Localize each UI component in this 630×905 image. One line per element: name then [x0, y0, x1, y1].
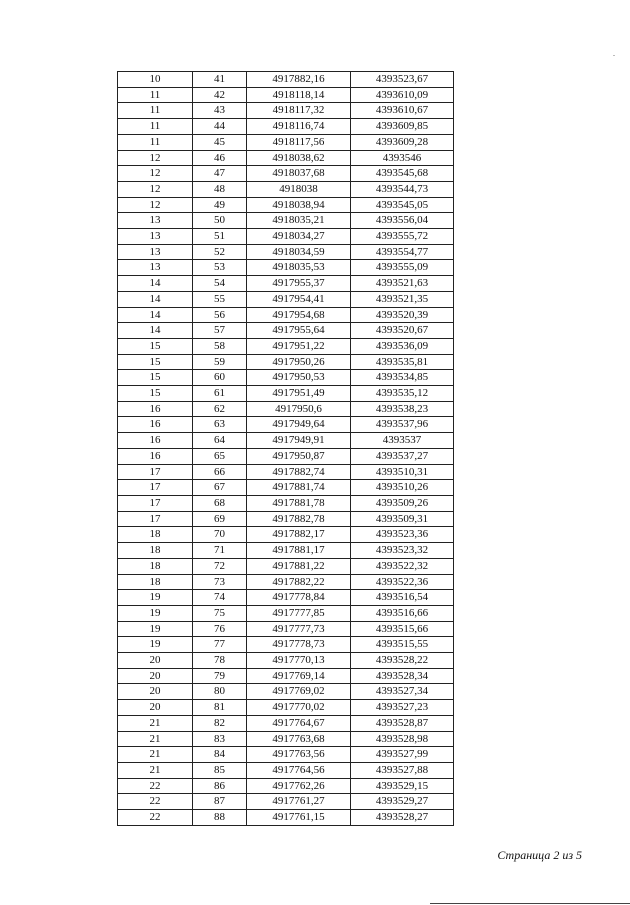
cell-point-number: 49	[193, 197, 247, 213]
cell-point-number: 87	[193, 794, 247, 810]
table-row	[118, 119, 454, 135]
cell-point-number: 62	[193, 401, 247, 417]
table-row	[118, 354, 454, 370]
table-row	[118, 323, 454, 339]
coordinates-table-body	[118, 72, 454, 826]
table-row	[118, 260, 454, 276]
cell-point-number: 44	[193, 119, 247, 135]
cell-parcel-number: 17	[118, 495, 193, 511]
cell-parcel-number: 18	[118, 558, 193, 574]
table-row	[118, 715, 454, 731]
cell-point-number: 81	[193, 700, 247, 716]
table-row	[118, 433, 454, 449]
table-row	[118, 731, 454, 747]
cell-y-coordinate: 4393523,67	[351, 72, 454, 88]
cell-parcel-number: 11	[118, 134, 193, 150]
cell-y-coordinate: 4393521,63	[351, 276, 454, 292]
cell-y-coordinate: 4393510,26	[351, 480, 454, 496]
cell-y-coordinate: 4393515,55	[351, 637, 454, 653]
cell-point-number: 70	[193, 527, 247, 543]
cell-parcel-number: 18	[118, 574, 193, 590]
cell-x-coordinate: 4917763,56	[247, 747, 351, 763]
cell-point-number: 56	[193, 307, 247, 323]
cell-parcel-number: 17	[118, 464, 193, 480]
bottom-rule	[430, 903, 630, 904]
cell-point-number: 54	[193, 276, 247, 292]
cell-y-coordinate: 4393523,32	[351, 543, 454, 559]
cell-y-coordinate: 4393538,23	[351, 401, 454, 417]
cell-x-coordinate: 4918034,59	[247, 244, 351, 260]
cell-x-coordinate: 4917950,26	[247, 354, 351, 370]
table-row	[118, 370, 454, 386]
table-row	[118, 72, 454, 88]
cell-x-coordinate: 4917955,64	[247, 323, 351, 339]
cell-x-coordinate: 4917950,87	[247, 448, 351, 464]
cell-y-coordinate: 4393529,27	[351, 794, 454, 810]
cell-y-coordinate: 4393521,35	[351, 291, 454, 307]
cell-x-coordinate: 4918035,53	[247, 260, 351, 276]
table-row	[118, 668, 454, 684]
cell-x-coordinate: 4917950,53	[247, 370, 351, 386]
cell-parcel-number: 15	[118, 338, 193, 354]
cell-parcel-number: 19	[118, 590, 193, 606]
cell-parcel-number: 20	[118, 700, 193, 716]
cell-y-coordinate: 4393523,36	[351, 527, 454, 543]
cell-point-number: 57	[193, 323, 247, 339]
cell-x-coordinate: 4917761,27	[247, 794, 351, 810]
cell-y-coordinate: 4393509,26	[351, 495, 454, 511]
cell-parcel-number: 21	[118, 715, 193, 731]
cell-x-coordinate: 4917882,22	[247, 574, 351, 590]
cell-x-coordinate: 4917955,37	[247, 276, 351, 292]
cell-x-coordinate: 4917777,73	[247, 621, 351, 637]
cell-x-coordinate: 4917954,68	[247, 307, 351, 323]
cell-parcel-number: 15	[118, 354, 193, 370]
cell-x-coordinate: 4917881,78	[247, 495, 351, 511]
table-row	[118, 87, 454, 103]
table-row	[118, 103, 454, 119]
cell-parcel-number: 20	[118, 668, 193, 684]
cell-parcel-number: 19	[118, 621, 193, 637]
cell-parcel-number: 12	[118, 166, 193, 182]
table-row	[118, 653, 454, 669]
cell-point-number: 76	[193, 621, 247, 637]
cell-x-coordinate: 4917882,74	[247, 464, 351, 480]
cell-x-coordinate: 4917949,91	[247, 433, 351, 449]
cell-y-coordinate: 4393546	[351, 150, 454, 166]
cell-parcel-number: 22	[118, 794, 193, 810]
cell-point-number: 51	[193, 229, 247, 245]
table-row	[118, 181, 454, 197]
cell-point-number: 75	[193, 605, 247, 621]
table-row	[118, 527, 454, 543]
cell-parcel-number: 16	[118, 433, 193, 449]
cell-y-coordinate: 4393610,09	[351, 87, 454, 103]
cell-x-coordinate: 4917778,84	[247, 590, 351, 606]
cell-point-number: 43	[193, 103, 247, 119]
cell-parcel-number: 11	[118, 87, 193, 103]
cell-parcel-number: 13	[118, 244, 193, 260]
table-row	[118, 637, 454, 653]
cell-point-number: 52	[193, 244, 247, 260]
table-row	[118, 338, 454, 354]
table-row	[118, 276, 454, 292]
cell-point-number: 84	[193, 747, 247, 763]
cell-parcel-number: 12	[118, 181, 193, 197]
table-row	[118, 590, 454, 606]
cell-point-number: 66	[193, 464, 247, 480]
cell-x-coordinate: 4917882,78	[247, 511, 351, 527]
cell-y-coordinate: 4393527,34	[351, 684, 454, 700]
table-row	[118, 150, 454, 166]
table-row	[118, 307, 454, 323]
cell-y-coordinate: 4393527,88	[351, 762, 454, 778]
cell-y-coordinate: 4393528,34	[351, 668, 454, 684]
cell-x-coordinate: 4917770,13	[247, 653, 351, 669]
table-row	[118, 480, 454, 496]
cell-x-coordinate: 4917778,73	[247, 637, 351, 653]
table-row	[118, 134, 454, 150]
cell-point-number: 72	[193, 558, 247, 574]
cell-parcel-number: 13	[118, 260, 193, 276]
table-row	[118, 700, 454, 716]
cell-x-coordinate: 4917769,14	[247, 668, 351, 684]
cell-point-number: 50	[193, 213, 247, 229]
cell-parcel-number: 21	[118, 731, 193, 747]
table-row	[118, 778, 454, 794]
cell-x-coordinate: 4917881,17	[247, 543, 351, 559]
cell-parcel-number: 12	[118, 197, 193, 213]
table-row	[118, 810, 454, 826]
cell-point-number: 48	[193, 181, 247, 197]
cell-parcel-number: 12	[118, 150, 193, 166]
table-row	[118, 229, 454, 245]
cell-parcel-number: 22	[118, 810, 193, 826]
table-row	[118, 291, 454, 307]
cell-y-coordinate: 4393537,27	[351, 448, 454, 464]
table-row	[118, 511, 454, 527]
cell-x-coordinate: 4917770,02	[247, 700, 351, 716]
cell-y-coordinate: 4393535,81	[351, 354, 454, 370]
cell-x-coordinate: 4917951,22	[247, 338, 351, 354]
table-row	[118, 166, 454, 182]
cell-x-coordinate: 4917954,41	[247, 291, 351, 307]
cell-x-coordinate: 4918038,62	[247, 150, 351, 166]
table-row	[118, 558, 454, 574]
cell-parcel-number: 17	[118, 480, 193, 496]
table-row	[118, 621, 454, 637]
cell-parcel-number: 13	[118, 229, 193, 245]
cell-x-coordinate: 4918117,32	[247, 103, 351, 119]
cell-parcel-number: 18	[118, 543, 193, 559]
cell-y-coordinate: 4393516,54	[351, 590, 454, 606]
cell-point-number: 73	[193, 574, 247, 590]
cell-parcel-number: 14	[118, 291, 193, 307]
cell-x-coordinate: 4918037,68	[247, 166, 351, 182]
page-number: Страница 2 из 5	[497, 848, 582, 862]
table-row	[118, 464, 454, 480]
table-row	[118, 401, 454, 417]
cell-y-coordinate: 4393527,99	[351, 747, 454, 763]
cell-x-coordinate: 4918034,27	[247, 229, 351, 245]
cell-x-coordinate: 4917764,56	[247, 762, 351, 778]
coordinates-table	[117, 71, 454, 826]
cell-point-number: 65	[193, 448, 247, 464]
cell-y-coordinate: 4393609,85	[351, 119, 454, 135]
cell-parcel-number: 14	[118, 307, 193, 323]
cell-parcel-number: 16	[118, 401, 193, 417]
cell-point-number: 83	[193, 731, 247, 747]
cell-point-number: 63	[193, 417, 247, 433]
cell-point-number: 45	[193, 134, 247, 150]
cell-parcel-number: 14	[118, 276, 193, 292]
cell-parcel-number: 10	[118, 72, 193, 88]
cell-x-coordinate: 4918116,74	[247, 119, 351, 135]
cell-point-number: 41	[193, 72, 247, 88]
cell-x-coordinate: 4918118,14	[247, 87, 351, 103]
table-row	[118, 762, 454, 778]
table-row	[118, 197, 454, 213]
cell-y-coordinate: 4393509,31	[351, 511, 454, 527]
cell-point-number: 60	[193, 370, 247, 386]
cell-point-number: 88	[193, 810, 247, 826]
cell-parcel-number: 15	[118, 386, 193, 402]
cell-parcel-number: 13	[118, 213, 193, 229]
cell-point-number: 61	[193, 386, 247, 402]
cell-parcel-number: 15	[118, 370, 193, 386]
table-row	[118, 794, 454, 810]
cell-point-number: 86	[193, 778, 247, 794]
cell-point-number: 80	[193, 684, 247, 700]
cell-parcel-number: 11	[118, 119, 193, 135]
cell-y-coordinate: 4393520,39	[351, 307, 454, 323]
scan-mark	[613, 55, 615, 56]
cell-x-coordinate: 4918035,21	[247, 213, 351, 229]
table-row	[118, 386, 454, 402]
cell-y-coordinate: 4393609,28	[351, 134, 454, 150]
cell-point-number: 77	[193, 637, 247, 653]
cell-parcel-number: 22	[118, 778, 193, 794]
cell-point-number: 55	[193, 291, 247, 307]
cell-y-coordinate: 4393555,09	[351, 260, 454, 276]
cell-parcel-number: 21	[118, 747, 193, 763]
cell-y-coordinate: 4393528,87	[351, 715, 454, 731]
cell-point-number: 68	[193, 495, 247, 511]
cell-parcel-number: 17	[118, 511, 193, 527]
cell-x-coordinate: 4918117,56	[247, 134, 351, 150]
cell-x-coordinate: 4917951,49	[247, 386, 351, 402]
cell-y-coordinate: 4393529,15	[351, 778, 454, 794]
cell-x-coordinate: 4917882,16	[247, 72, 351, 88]
cell-x-coordinate: 4917881,22	[247, 558, 351, 574]
cell-y-coordinate: 4393516,66	[351, 605, 454, 621]
cell-point-number: 78	[193, 653, 247, 669]
cell-point-number: 71	[193, 543, 247, 559]
cell-parcel-number: 19	[118, 605, 193, 621]
cell-parcel-number: 18	[118, 527, 193, 543]
table-row	[118, 543, 454, 559]
table-row	[118, 605, 454, 621]
cell-x-coordinate: 4917764,67	[247, 715, 351, 731]
table-row	[118, 747, 454, 763]
cell-point-number: 46	[193, 150, 247, 166]
cell-x-coordinate: 4917761,15	[247, 810, 351, 826]
cell-y-coordinate: 4393537	[351, 433, 454, 449]
cell-y-coordinate: 4393528,98	[351, 731, 454, 747]
cell-y-coordinate: 4393510,31	[351, 464, 454, 480]
cell-parcel-number: 16	[118, 448, 193, 464]
cell-y-coordinate: 4393520,67	[351, 323, 454, 339]
cell-y-coordinate: 4393522,36	[351, 574, 454, 590]
cell-x-coordinate: 4917763,68	[247, 731, 351, 747]
cell-y-coordinate: 4393610,67	[351, 103, 454, 119]
table-row	[118, 495, 454, 511]
cell-y-coordinate: 4393528,27	[351, 810, 454, 826]
cell-y-coordinate: 4393545,68	[351, 166, 454, 182]
cell-point-number: 69	[193, 511, 247, 527]
table-row	[118, 574, 454, 590]
cell-parcel-number: 21	[118, 762, 193, 778]
cell-x-coordinate: 4917769,02	[247, 684, 351, 700]
table-row	[118, 684, 454, 700]
cell-y-coordinate: 4393535,12	[351, 386, 454, 402]
table-row	[118, 417, 454, 433]
cell-y-coordinate: 4393554,77	[351, 244, 454, 260]
cell-y-coordinate: 4393534,85	[351, 370, 454, 386]
cell-y-coordinate: 4393556,04	[351, 213, 454, 229]
cell-y-coordinate: 4393536,09	[351, 338, 454, 354]
table-row	[118, 213, 454, 229]
cell-x-coordinate: 4917777,85	[247, 605, 351, 621]
cell-x-coordinate: 4918038,94	[247, 197, 351, 213]
cell-x-coordinate: 4917881,74	[247, 480, 351, 496]
cell-point-number: 74	[193, 590, 247, 606]
cell-point-number: 64	[193, 433, 247, 449]
cell-y-coordinate: 4393537,96	[351, 417, 454, 433]
cell-point-number: 67	[193, 480, 247, 496]
cell-parcel-number: 19	[118, 637, 193, 653]
cell-parcel-number: 14	[118, 323, 193, 339]
cell-point-number: 59	[193, 354, 247, 370]
cell-point-number: 47	[193, 166, 247, 182]
cell-parcel-number: 20	[118, 684, 193, 700]
cell-point-number: 85	[193, 762, 247, 778]
cell-x-coordinate: 4917950,6	[247, 401, 351, 417]
cell-parcel-number: 16	[118, 417, 193, 433]
cell-y-coordinate: 4393527,23	[351, 700, 454, 716]
cell-y-coordinate: 4393528,22	[351, 653, 454, 669]
cell-point-number: 42	[193, 87, 247, 103]
cell-point-number: 82	[193, 715, 247, 731]
cell-y-coordinate: 4393544,73	[351, 181, 454, 197]
table-row	[118, 448, 454, 464]
cell-x-coordinate: 4917882,17	[247, 527, 351, 543]
cell-point-number: 58	[193, 338, 247, 354]
cell-x-coordinate: 4917949,64	[247, 417, 351, 433]
cell-point-number: 53	[193, 260, 247, 276]
cell-x-coordinate: 4918038	[247, 181, 351, 197]
cell-y-coordinate: 4393545,05	[351, 197, 454, 213]
cell-x-coordinate: 4917762,26	[247, 778, 351, 794]
cell-y-coordinate: 4393522,32	[351, 558, 454, 574]
cell-parcel-number: 20	[118, 653, 193, 669]
cell-y-coordinate: 4393515,66	[351, 621, 454, 637]
cell-y-coordinate: 4393555,72	[351, 229, 454, 245]
cell-parcel-number: 11	[118, 103, 193, 119]
table-row	[118, 244, 454, 260]
cell-point-number: 79	[193, 668, 247, 684]
